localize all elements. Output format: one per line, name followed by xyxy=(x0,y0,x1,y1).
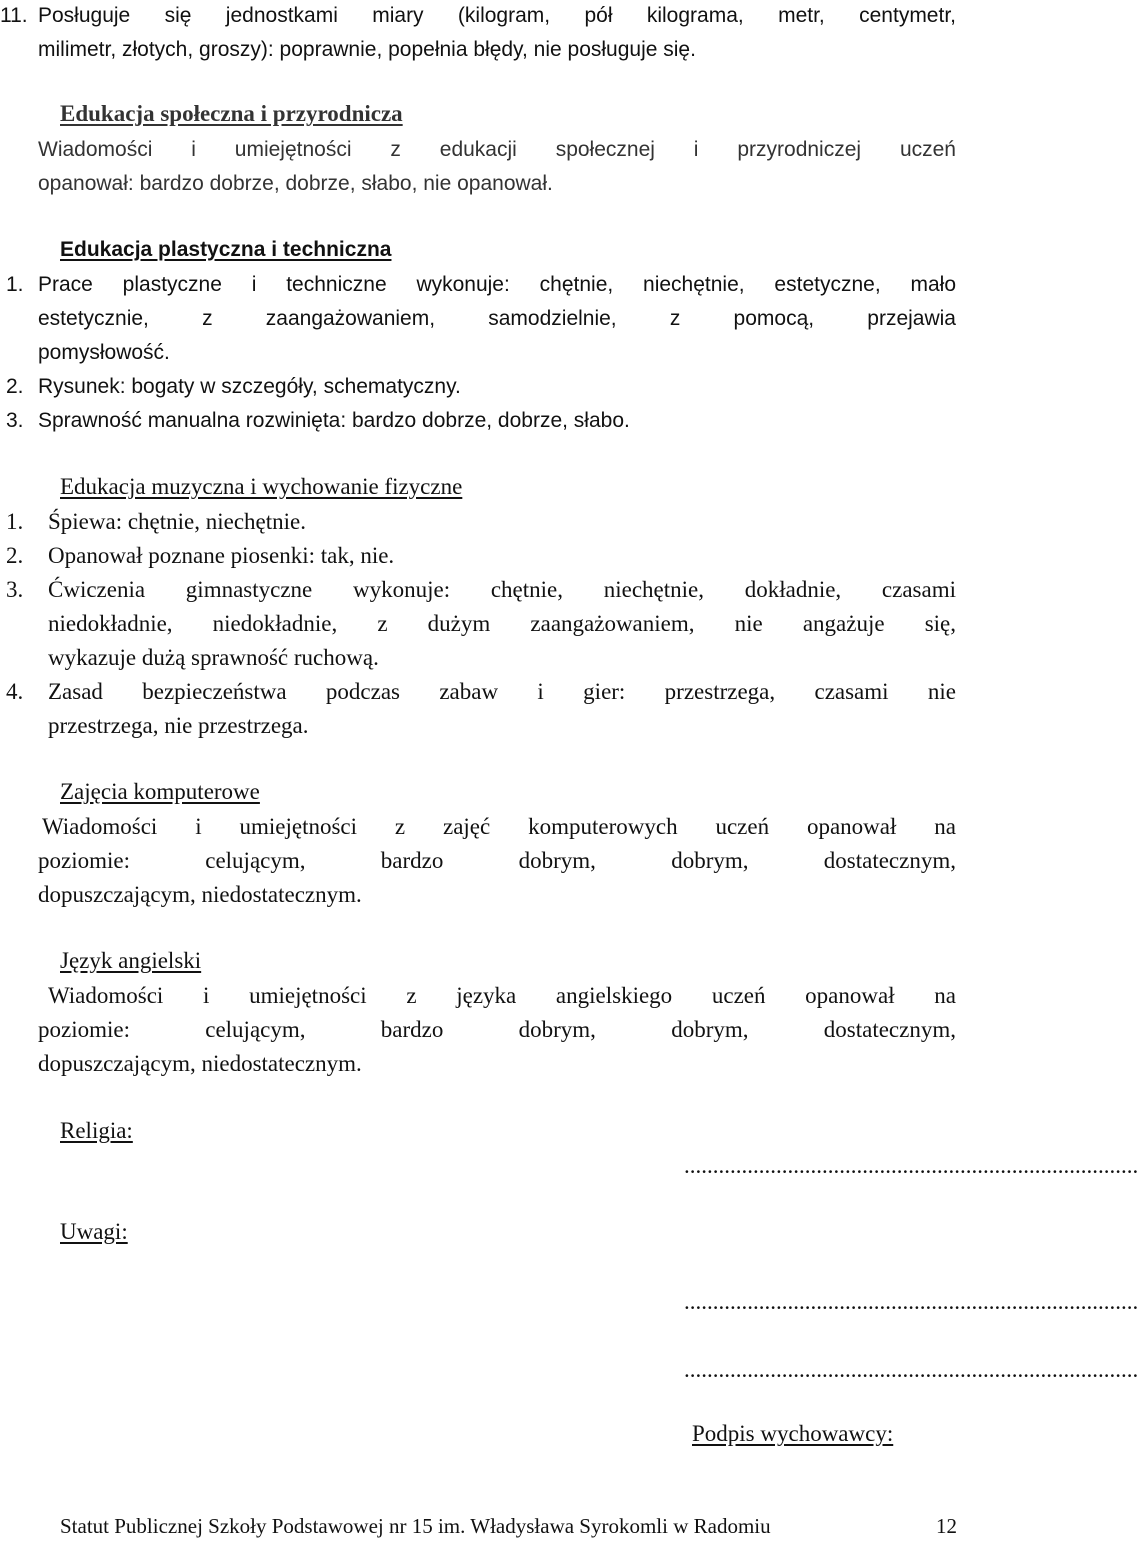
computer-heading: Zajęcia komputerowe xyxy=(60,779,260,804)
music-item-3-line-1: Ćwiczenia gimnastyczne wykonuje: chętnie, niechętnie, dokładnie, czasami xyxy=(48,577,956,602)
music-item-4-line-1: Zasad bezpieczeństwa podczas zabaw i gier: przestrzega, czasami nie xyxy=(48,679,956,704)
music-heading: Edukacja muzyczna i wychowanie fizyczne xyxy=(60,474,463,499)
art-item-2-number: 2. xyxy=(6,375,24,398)
computer-line-3: dopuszczającym, niedostatecznym. xyxy=(38,882,362,907)
computer-line-2: poziomie: celującym, bardzo dobrym, dobrym, dostatecznym, xyxy=(38,848,956,873)
notes-heading: Uwagi: xyxy=(60,1219,128,1244)
english-line-2: poziomie: celującym, bardzo dobrym, dobrym, dostatecznym, xyxy=(38,1017,956,1042)
art-item-1-line-3: pomysłowość. xyxy=(38,341,170,364)
music-item-3-line-2: niedokładnie, niedokładnie, z dużym zaangażowaniem, nie angażuje się, xyxy=(48,611,956,636)
notes-dots-1: ............................................................................... xyxy=(684,1289,1138,1314)
religion-dots: ............................................................................... xyxy=(684,1153,1138,1178)
religion-heading: Religia: xyxy=(60,1118,133,1143)
music-item-3-number: 3. xyxy=(6,577,24,602)
footer-text: Statut Publicznej Szkoły Podstawowej nr 15 im. Władysława Syrokomli w Radomiu xyxy=(60,1514,771,1538)
item-11-line-2: milimetr, złotych, groszy): poprawnie, popełnia błędy, nie posługuje się. xyxy=(38,38,696,61)
music-item-2-line-1: Opanował poznane piosenki: tak, nie. xyxy=(48,543,395,568)
art-item-3-number: 3. xyxy=(6,409,24,432)
computer-line-1: Wiadomości i umiejętności z zajęć komputerowych uczeń opanował na xyxy=(42,814,956,839)
music-item-4-line-2: przestrzega, nie przestrzega. xyxy=(48,713,309,738)
music-item-3-line-3: wykazuje dużą sprawność ruchową. xyxy=(48,645,379,670)
social-heading: Edukacja społeczna i przyrodnicza xyxy=(60,101,403,126)
social-line-2: opanował: bardzo dobrze, dobrze, słabo, nie opanował. xyxy=(38,172,553,195)
music-item-4-number: 4. xyxy=(6,679,24,704)
item-11-number: 11. xyxy=(0,4,28,27)
social-line-1: Wiadomości i umiejętności z edukacji społecznej i przyrodniczej uczeń xyxy=(38,138,956,161)
music-item-2-number: 2. xyxy=(6,543,24,568)
english-heading: Język angielski xyxy=(60,948,202,973)
notes-dots-2: ............................................................................... xyxy=(684,1357,1138,1382)
english-line-1: Wiadomości i umiejętności z języka angielskiego uczeń opanował na xyxy=(48,983,956,1008)
art-heading: Edukacja plastyczna i techniczna xyxy=(60,238,392,261)
music-item-1-line-1: Śpiewa: chętnie, niechętnie. xyxy=(48,509,307,534)
art-item-2-line-1: Rysunek: bogaty w szczegóły, schematyczny. xyxy=(38,375,461,398)
music-item-1-number: 1. xyxy=(6,509,24,534)
art-item-1-number: 1. xyxy=(6,273,24,296)
signature-label: Podpis wychowawcy: xyxy=(692,1421,894,1446)
art-item-3-line-1: Sprawność manualna rozwinięta: bardzo dobrze, dobrze, słabo. xyxy=(38,409,630,432)
page-number: 12 xyxy=(936,1514,957,1538)
item-11-line-1: Posługuje się jednostkami miary (kilogram, pół kilograma, metr, centymetr, xyxy=(38,4,956,27)
art-item-1-line-1: Prace plastyczne i techniczne wykonuje: chętnie, niechętnie, estetyczne, mało xyxy=(38,273,956,296)
english-line-3: dopuszczającym, niedostatecznym. xyxy=(38,1051,362,1076)
art-item-1-line-2: estetycznie, z zaangażowaniem, samodzielnie, z pomocą, przejawia xyxy=(38,307,956,330)
